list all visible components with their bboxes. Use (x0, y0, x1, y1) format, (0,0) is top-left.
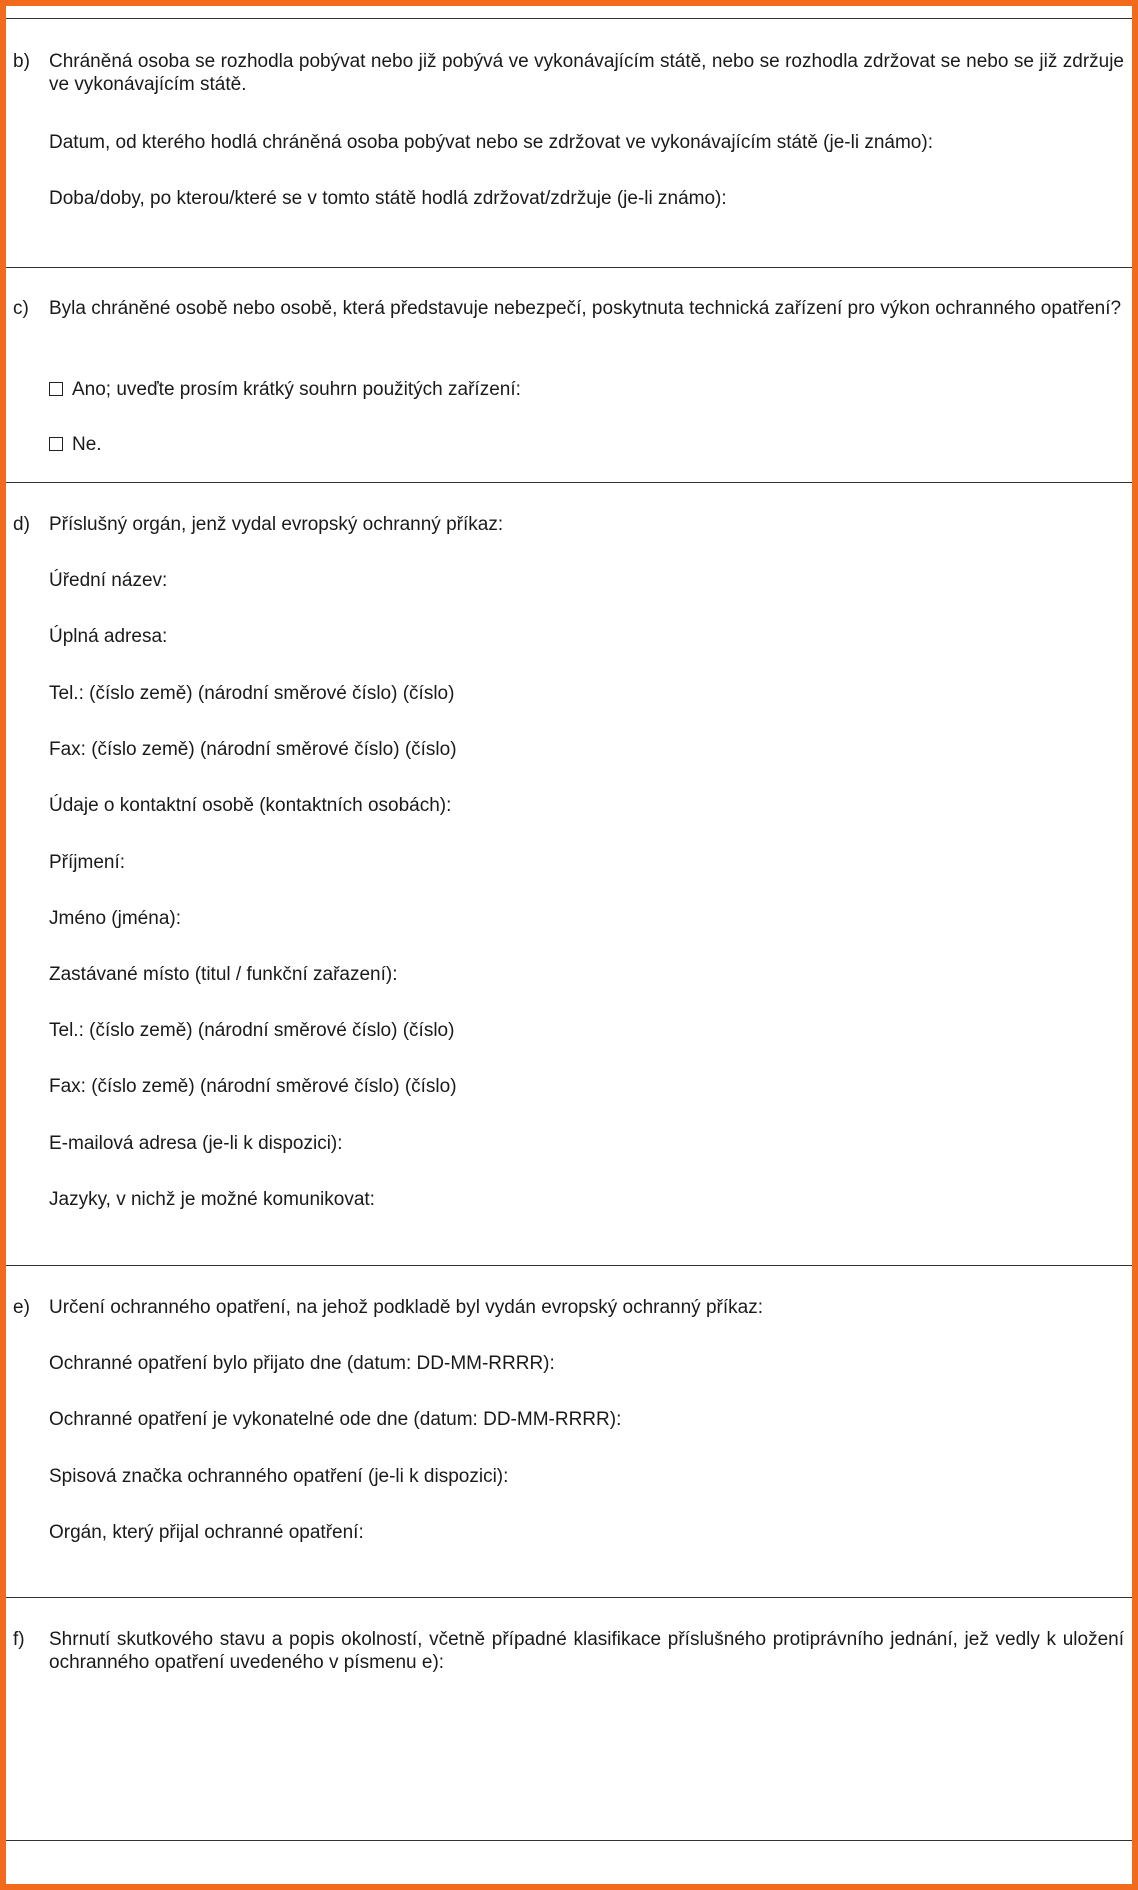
official-name-label: Úřední název: (49, 570, 168, 591)
section-b-date-label: Datum, od kterého hodlá chráněná osoba pobývat nebo se zdržovat ve vykonávajícím státě (je-li známo): (49, 132, 933, 153)
section-c-letter: c) (13, 298, 29, 319)
reference-number-label: Spisová značka ochranného opatření (je-li k dispozici): (49, 1466, 509, 1487)
issuing-authority-heading: Příslušný orgán, jenž vydal evropský ochranný příkaz: (49, 514, 504, 535)
option-no-label: Ne. (72, 434, 102, 455)
section-f-letter: f) (13, 1629, 25, 1650)
section-b-letter: b) (13, 51, 30, 72)
languages-label: Jazyky, v nichž je možné komunikovat: (49, 1189, 375, 1210)
position-label: Zastávané místo (titul / funkční zařazení): (49, 964, 398, 985)
divider-bottom (6, 1840, 1132, 1841)
option-yes[interactable] (49, 378, 521, 401)
contact-tel-label: Tel.: (číslo země) (národní směrové číslo) (číslo) (49, 1020, 455, 1041)
section-b-statement: Chráněná osoba se rozhodla pobývat nebo již pobývá ve vykonávajícím státě, nebo se rozhodla zdržovat se nebo se již zdržuje ve vykonávajícím státě. (49, 51, 1124, 95)
enforceable-date-label: Ochranné opatření je vykonatelné ode dne (datum: DD-MM-RRRR): (49, 1409, 622, 1430)
section-c-question: Byla chráněné osobě nebo osobě, která představuje nebezpečí, poskytnuta technická zařízení pro výkon ochranného opatření? (49, 298, 1122, 319)
full-address-label: Úplná adresa: (49, 626, 168, 647)
surname-label: Příjmení: (49, 852, 126, 873)
fax-label: Fax: (číslo země) (národní směrové číslo) (číslo) (49, 739, 457, 760)
adopting-authority-label: Orgán, který přijal ochranné opatření: (49, 1522, 364, 1543)
first-name-label: Jméno (jména): (49, 908, 181, 929)
divider-c-d (6, 482, 1132, 483)
tel-label: Tel.: (číslo země) (národní směrové číslo) (číslo) (49, 683, 455, 704)
option-yes-label: Ano; uveďte prosím krátký souhrn použitých zařízení: (72, 379, 521, 400)
divider-top (6, 18, 1132, 19)
divider-e-f (6, 1597, 1132, 1598)
contact-fax-label: Fax: (číslo země) (národní směrové číslo) (číslo) (49, 1076, 457, 1097)
section-e-letter: e) (13, 1297, 30, 1318)
section-b-duration-label: Doba/doby, po kterou/které se v tomto státě hodlá zdržovat/zdržuje (je-li známo): (49, 188, 727, 209)
checkbox-no-icon[interactable] (49, 437, 63, 451)
checkbox-yes-icon[interactable] (49, 382, 63, 396)
email-label: E-mailová adresa (je-li k dispozici): (49, 1133, 343, 1154)
adopted-date-label: Ochranné opatření bylo přijato dne (datum: DD-MM-RRRR): (49, 1353, 555, 1374)
divider-d-e (6, 1265, 1132, 1266)
contact-person-heading: Údaje o kontaktní osobě (kontaktních osobách): (49, 795, 452, 816)
protection-measure-heading: Určení ochranného opatření, na jehož podkladě byl vydán evropský ochranný příkaz: (49, 1297, 763, 1318)
divider-b-c (6, 267, 1132, 268)
section-d-letter: d) (13, 514, 30, 535)
option-no[interactable] (49, 433, 102, 456)
facts-summary-label: Shrnutí skutkového stavu a popis okolností, včetně případné klasifikace příslušného protiprávního jednání, jež vedly k uložení ochranného opatření uvedeného v písmenu e): (49, 1629, 1124, 1673)
